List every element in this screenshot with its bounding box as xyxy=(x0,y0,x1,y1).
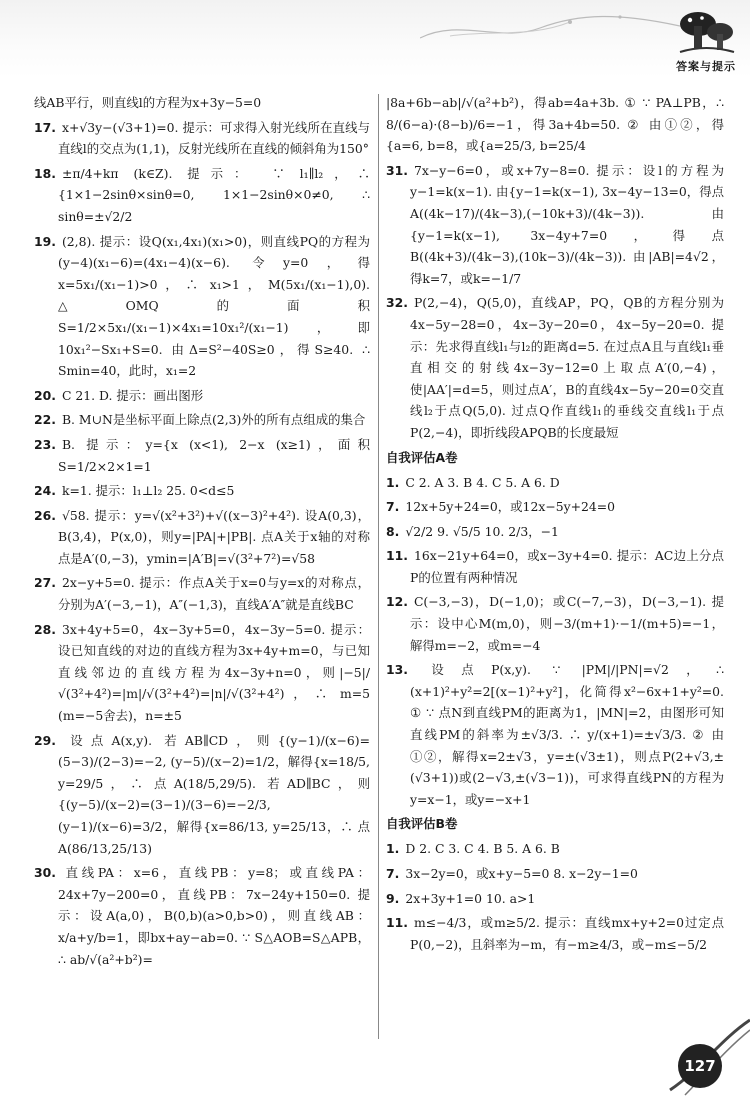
decorative-flourish xyxy=(420,8,680,48)
answer-number: 17. xyxy=(34,119,56,135)
answer-number: 24. xyxy=(34,483,56,499)
answer-number: 18. xyxy=(34,165,56,181)
answer-text: 直线PA：x=6，直线PB：y=8；或直线PA：24x+7y−200=0，直线PB：7x−24y+150=0. 提示：设A(a,0)，B(0,b)(a>0,b>0)，则直线AB：x/a+y/b=1，即bx+ay−ab=0. ∵ S△AOB=S△APB，∴ ab/√(a²+b²)= xyxy=(58,865,370,967)
answer-text: x+√3y−(√3+1)=0. 提示：可求得入射光线所在直线与直线l的交点为(1,1)，反射光线所在直线的倾斜角为150° xyxy=(58,119,370,157)
answer-number: 9. xyxy=(386,890,400,906)
answer-number: 27. xyxy=(34,575,56,591)
answer-number: 11. xyxy=(386,915,408,931)
answer-text: ±π/4+kπ (k∈Z). 提示： ∵ l₁∥l₂，∴ {1×1−2sinθ×sinθ=0, 1×1−2sinθ×0≠0, ∴ sinθ=±√2/2 xyxy=(58,165,370,224)
answer-text: 线AB平行，则直线l的方程为x+3y−5=0 xyxy=(34,95,262,110)
answer-text: C(−3,−3)，D(−1,0)；或C(−7,−3)，D(−3,−1). 提示：设中心M(m,0)，则−3/(m+1)·−1/(m+5)=−1，解得m=−2，或m=−4 xyxy=(410,594,724,653)
answer-text: |8a+6b−ab|/√(a²+b²)，得ab=4a+3b. ① ∵ PA⊥PB，∴ 8/(6−a)·(8−b)/6=−1，得3a+4b=50. ② 由①②，得{a=6, b=8，或{a=25/3, b=25/4 xyxy=(386,95,724,154)
answer-item xyxy=(386,591,724,656)
answer-text: C 2. A 3. B 4. C 5. A 6. D xyxy=(405,474,560,490)
answer-item xyxy=(34,385,370,407)
section-heading: 自我评估B卷 xyxy=(386,816,458,832)
answer-number: 7. xyxy=(386,499,400,515)
answer-text: 2x−y+5=0. 提示：作点A关于x=0与y=x的对称点，分别为A′(−3,−1)，A″(−1,3)，直线A′A″就是直线BC xyxy=(58,575,370,613)
answer-number: 7. xyxy=(386,866,400,881)
answer-number: 30. xyxy=(34,865,56,881)
answer-item xyxy=(386,545,724,588)
answer-item xyxy=(34,117,370,160)
page-number: 127 xyxy=(678,1044,722,1088)
left-column xyxy=(34,92,370,973)
answer-text: B. 提示：y={x (x<1), 2−x (x≥1)，面积S=1/2×2×1=1 xyxy=(58,436,370,474)
answer-item xyxy=(386,888,724,910)
answer-item xyxy=(386,472,724,494)
answer-number: 29. xyxy=(34,732,56,748)
answer-item xyxy=(386,521,724,543)
answer-number: 20. xyxy=(34,387,56,403)
mushroom-icon xyxy=(676,6,738,60)
answer-text: m≤−4/3，或m≥5/2. 提示：直线mx+y+2=0过定点P(0,−2)，且斜率为−m，有−m≥4/3，或−m≤−5/2 xyxy=(410,915,724,952)
answer-text: D 2. C 3. C 4. B 5. A 6. B xyxy=(405,841,560,857)
answer-item xyxy=(386,92,724,157)
answer-item xyxy=(386,863,724,885)
answer-text: 16x−21y+64=0，或x−3y+4=0. 提示：AC边上分点P的位置有两种情况 xyxy=(410,548,724,585)
answer-number: 19. xyxy=(34,233,56,249)
answer-number: 11. xyxy=(386,548,408,564)
answer-text: B. M∪N是坐标平面上除点(2,3)外的所有点组成的集合 xyxy=(61,412,366,428)
answer-item xyxy=(34,480,370,502)
answer-item xyxy=(386,659,724,810)
answer-text: k=1. 提示：l₁⊥l₂ 25. 0<d≤5 xyxy=(61,483,235,499)
answer-item xyxy=(34,862,370,970)
answer-number: 31. xyxy=(386,162,408,178)
answer-text: √2/2 9. √5/5 10. 2/3，−1 xyxy=(405,523,559,539)
answer-text: C 21. D. 提示：画出图形 xyxy=(61,387,204,403)
answer-item xyxy=(34,619,370,727)
answer-number: 26. xyxy=(34,507,56,523)
answer-item xyxy=(34,434,370,477)
answer-item xyxy=(34,572,370,615)
answer-number: 1. xyxy=(386,474,400,490)
answer-number: 1. xyxy=(386,841,400,857)
answer-text: 3x−2y=0，或x+y−5=0 8. x−2y−1=0 xyxy=(405,866,638,881)
answer-number: 23. xyxy=(34,436,56,452)
answer-item xyxy=(34,163,370,228)
answer-number: 8. xyxy=(386,523,400,539)
right-column xyxy=(386,92,724,958)
page-header-title: 答案与提示 xyxy=(676,60,736,73)
answer-item xyxy=(386,838,724,860)
answer-text: (2,8). 提示：设Q(x₁,4x₁)(x₁>0)，则直线PQ的方程为(y−4)(x₁−6)=(4x₁−4)(x−6). 令y=0，得x=5x₁/(x₁−1)>0，∴ x₁>1，M(5x₁/(x₁−1),0). △OMQ的面积S=1/2×5x₁/(x₁−1)×4x₁=10x₁²/(x₁−1)，即10x₁²−Sx₁+S=0. 由Δ=S²−40S≥0，得S≥40. ∴ Smin=40，此时，x₁=2 xyxy=(58,233,370,379)
answer-item xyxy=(386,912,724,955)
answer-text: 3x+4y+5=0，4x−3y+5=0，4x−3y−5=0. 提示：设已知直线的对边的直线方程为3x+4y+m=0，与已知直线邻边的直线方程为4x−3y+n=0，则|−5|/√(3²+4²)=|m|/√(3²+4²)=|n|/√(3²+4²)，∴ m=5 (m=−5舍去)，n=±5 xyxy=(58,621,370,724)
column-divider xyxy=(378,94,379,1039)
answer-text: 12x+5y+24=0，或12x−5y+24=0 xyxy=(405,499,615,515)
section-heading: 自我评估A卷 xyxy=(386,449,458,465)
answer-item xyxy=(34,92,370,114)
answer-text: 2x+3y+1=0 10. a>1 xyxy=(405,890,536,906)
answer-number: 28. xyxy=(34,621,56,637)
answer-text: 设点P(x,y). ∵ |PM|/|PN|=√2，∴ (x+1)²+y²=2[(x−1)²+y²]，化简得x²−6x+1+y²=0. ① ∵ 点N到直线PM的距离为1，|MN|=2，由图形可知直线PM的斜率为±√3/3. ∴ y/(x+1)=±√3/3. ② 由①②，解得x=2±√3，y=±(√3±1)，则点P(2+√3,±(√3+1))或(2−√3,±(√3−1))，可求得直线PN的方程为y=x−1，或y=−x+1 xyxy=(410,662,724,807)
answer-item xyxy=(386,292,724,443)
answer-item xyxy=(34,730,370,860)
answer-item xyxy=(34,409,370,431)
answer-number: 12. xyxy=(386,594,408,610)
answer-text: P(2,−4)，Q(5,0)，直线AP，PQ，QB的方程分别为4x−5y−28=0，4x−3y−20=0，4x−5y−20=0. 提示：先求得直线l₁与l₂的距离d=5. 在过点A且与直线l₁垂直相交的射线4x−3y−12=0上取点A′(0,−4)，使|AA′|=d=5，则过点A′，B的直线4x−5y−20=0交直线l₂于点Q(5,0). 过点Q作直线l₁的垂线交直线l₁于点P(2,−4)，即折线段APQB的长度最短 xyxy=(410,295,724,440)
answer-item xyxy=(34,505,370,570)
answer-text: 7x−y−6=0，或x+7y−8=0. 提示：设l的方程为y−1=k(x−1). 由{y−1=k(x−1), 3x−4y−13=0，得点A((4k−17)/(4k−3),(−10k+3)/(4k−3)). 由{y−1=k(x−1), 3x−4y+7=0，得点B((4k+3)/(4k−3),(10k−3)/(4k−3)). 由|AB|=4√2，得k=7，或k=−1/7 xyxy=(410,162,724,286)
answer-number: 22. xyxy=(34,412,56,428)
answer-item xyxy=(386,160,724,290)
answer-text: √58. 提示：y=√(x²+3²)+√((x−3)²+4²). 设A(0,3)，B(3,4)，P(x,0)，则y=|PA|+|PB|. 点A关于x轴的对称点是A′(0,−3)，ymin=|A′B|=√(3²+7²)=√58 xyxy=(58,507,370,566)
answer-number: 13. xyxy=(386,662,408,678)
answer-text: 设点A(x,y). 若AB∥CD，则{(y−1)/(x−6)=(5−3)/(2−3)=−2, (y−5)/(x−2)=1/2，解得{x=18/5, y=29/5，∴ 点A(18/5,29/5). 若AD∥BC，则{(y−5)/(x−2)=(3−1)/(3−6)=−2/3, (y−1)/(x−6)=3/2，解得{x=86/13, y=25/13，∴ 点A(86/13,25/13) xyxy=(58,732,370,856)
answer-item xyxy=(34,231,370,382)
answer-item xyxy=(386,496,724,518)
answer-number: 32. xyxy=(386,295,408,311)
